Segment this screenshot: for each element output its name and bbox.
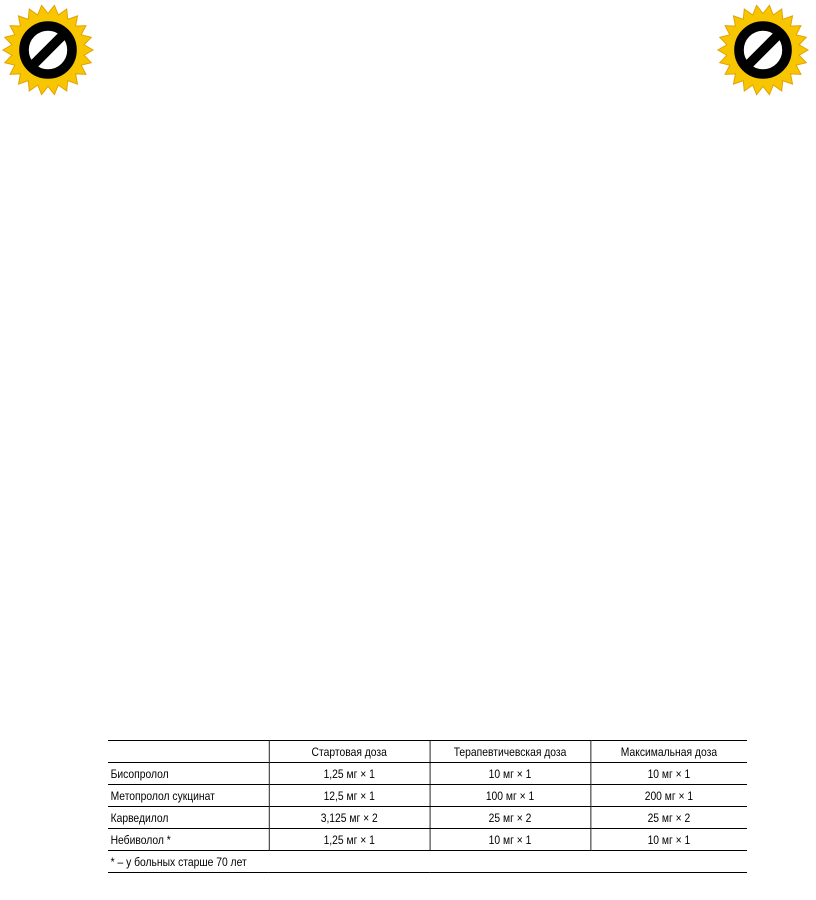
beta-blocker-dose-table [108,740,747,873]
therapeutic-dose: 100 мг × 1 [430,785,591,807]
drug-name: Метопролол сукцинат [108,785,269,807]
max-dose: 10 мг × 1 [590,829,747,851]
table-footnote: * – у больных старше 70 лет [108,851,747,873]
start-dose: 3,125 мг × 2 [269,807,430,829]
header-drug [108,741,269,763]
therapeutic-dose: 10 мг × 1 [430,829,591,851]
table-row [108,829,747,851]
table-row [108,785,747,807]
max-dose: 200 мг × 1 [590,785,747,807]
forbidden-sign-icon [715,2,811,98]
forbidden-sign-icon [0,2,96,98]
drug-name: Бисопролол [108,763,269,785]
table-header-row [108,741,747,763]
table-row [108,807,747,829]
header-therapeutic-dose: Терапевтичевская доза [430,741,591,763]
therapeutic-dose: 10 мг × 1 [430,763,591,785]
therapeutic-dose: 25 мг × 2 [430,807,591,829]
drug-name: Карведилол [108,807,269,829]
drug-name: Небиволол * [108,829,269,851]
header-start-dose: Стартовая доза [269,741,430,763]
table-footnote-row [108,851,747,873]
max-dose: 10 мг × 1 [590,763,747,785]
start-dose: 12,5 мг × 1 [269,785,430,807]
header-max-dose: Максимальная доза [590,741,747,763]
max-dose: 25 мг × 2 [590,807,747,829]
start-dose: 1,25 мг × 1 [269,763,430,785]
start-dose: 1,25 мг × 1 [269,829,430,851]
table-row [108,763,747,785]
